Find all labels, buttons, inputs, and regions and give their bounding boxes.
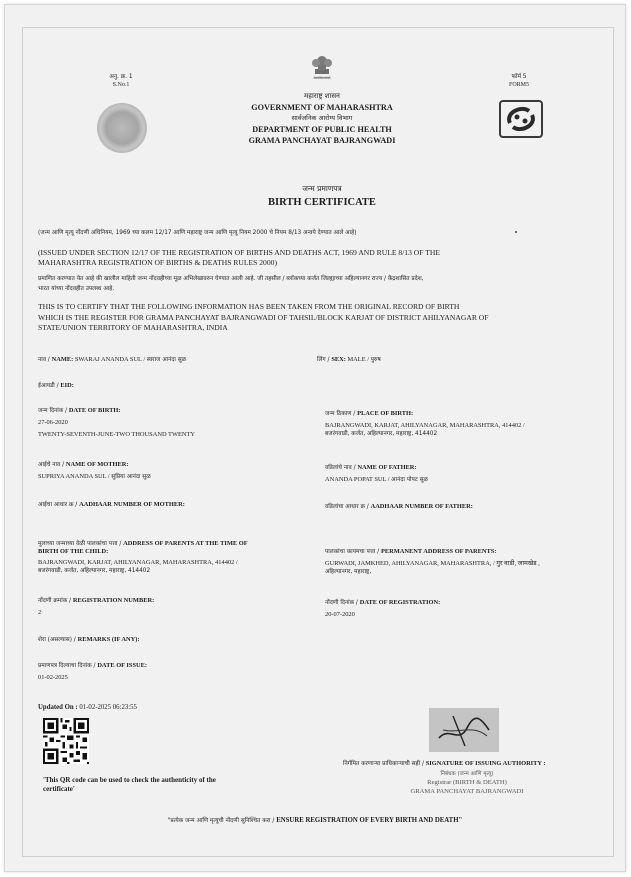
child-sex: लिंग / SEX: MALE / पुरुष — [317, 356, 381, 363]
emblem-caption: सत्यमेव जयते — [313, 76, 331, 80]
permanent-address: पालकांचा कायमचा पत्ता / PERMANENT ADDRESS OF PARENTS: GURWADI, JAMKHED, AHILYANAGAR, MAHARASHTRA, / गुर वाडी, जामखेड , अहिल्यानगर, महाराष्ट्र, — [325, 548, 540, 576]
signature-label: निर्गमित करणाऱ्या प्राधिकाऱ्याची सही / SIGNATURE OF ISSUING AUTHORITY : — [343, 760, 546, 767]
preamble-issued-mr: (जन्म आणि मृत्यू नोंदणी अधिनियम, 1969 च्या कलम 12/17 आणि महाराष्ट्र जन्म आणि मृत्यू नियम 2000 चे नियम 8/13 अन्वये देण्यात आले आहे) — [38, 230, 357, 236]
certificate-paper — [4, 4, 626, 872]
remarks: शेरा (असल्यास) / REMARKS (IF ANY): — [38, 636, 140, 643]
date-of-birth: जन्म दिनांक / DATE OF BIRTH: 27-06-2020 TWENTY-SEVENTH-JUNE-TWO THOUSAND TWENTY — [38, 407, 196, 439]
date-of-issue: प्रमाणपत्र दिल्याचा दिनांक / DATE OF ISSUE: 01-02-2025 — [38, 662, 148, 681]
panchayat-name: GRAMA PANCHAYAT BAJRANGWADI — [248, 136, 396, 145]
qr-code-icon[interactable] — [43, 718, 89, 764]
place-of-birth: जन्म ठिकाण / PLACE OF BIRTH: BAJRANGWADI, KARJAT, AHILYANAGAR, MAHARASHTRA, 414402 / बजरंगवाडी, कर्जत, अहिल्यानगर, महाराष्ट्र, 414402 — [325, 410, 525, 438]
registrar-block: निबंधक (जन्म आणि मृत्यू) Registrar (BIRTH & DEATH) GRAMA PANCHAYAT BAJRANGWADI — [410, 771, 524, 795]
preamble-certify-mr: प्रमाणित करण्यात येत आहे की खालील माहिती जन्म नोंदवहीच्या मूळ अभिलेखावरुन घेण्यात आली आहे. जी तहसील / ब्लॉकच्या कर्जत जिल्ह्याच्या अहिल्यानगर राज्य / केंद्रशासित प्रदेश, भारत यांच्या नोंदवहीत उपलब्ध आहे. — [38, 276, 424, 292]
dept-name: DEPARTMENT OF PUBLIC HEALTH — [252, 125, 392, 134]
slogan: "प्रत्येक जन्म आणि मृत्यूची नोंदणी सुनिश्चित करा / ENSURE REGISTRATION OF EVERY BIRTH AND DEATH" — [167, 817, 463, 824]
form-number: फॉर्म 5 FORM5 — [508, 74, 529, 89]
child-name: नाव / NAME: SWARAJ ANANDA SUL / स्वराज आनंदा सुळ — [38, 356, 187, 363]
registration-number: नोंदणी क्रमांक / REGISTRATION NUMBER: 2 — [38, 597, 155, 616]
qr-note: 'This QR code can be used to check the authenticity of the certificate' — [43, 776, 216, 793]
preamble-certify-en: THIS IS TO CERTIFY THAT THE FOLLOWING INFORMATION HAS BEEN TAKEN FROM THE ORIGINAL RECORD OF BIRTH WHICH IS THE REGISTER FOR GRAMA PANCHAYAT BAJRANGWADI OF TAHSIL/BLOCK KARJAT OF DISTRICT AHILYANAGAR OF STATE/UNION TERRITORY OF MAHARASHTRA, INDIA — [38, 302, 489, 332]
aadhaar-mother: आईचा आधार क्र / AADHAAR NUMBER OF MOTHER: — [38, 501, 185, 508]
dot-mark — [515, 231, 517, 233]
serial-number: अनु. क्र. 1 S.No.1 — [109, 74, 133, 89]
address-at-birth: मुलाच्या जन्माच्या वेळी पालकांचा पत्ता / ADDRESS OF PARENTS AT THE TIME OF BIRTH OF THE CHILD: BAJRANGWADI, KARJAT, AHILYANAGAR, MAHARASHTRA, 414402 / बजरंगवाडी, कर्जत, अहिल्यानगर, महाराष्ट्र, 414402 — [38, 540, 248, 575]
aadhaar-father: वडिलांचा आधार क्र / AADHAAR NUMBER OF FATHER: — [325, 503, 473, 510]
title-marathi: जन्म प्रमाणपत्र — [302, 184, 342, 193]
eid-label: ईआयडी / EID: — [38, 382, 74, 389]
health-logo-icon — [497, 99, 545, 139]
header-block: महाराष्ट्र शासन GOVERNMENT OF MAHARASHTRA सार्वजनिक आरोग्य विभाग DEPARTMENT OF PUBLIC HEALTH GRAMA PANCHAYAT BAJRANGWADI — [205, 91, 439, 146]
signature-stamp-icon — [429, 708, 499, 752]
father-name: वडिलांचे नाव / NAME OF FATHER: ANANDA POPAT SUL / आनंदा पोपट सुळ — [325, 464, 428, 483]
certificate-border — [22, 27, 614, 857]
govt-name: GOVERNMENT OF MAHARASHTRA — [251, 103, 393, 112]
page-title: BIRTH CERTIFICATE — [268, 197, 376, 208]
updated-on: Updated On : 01-02-2025 06:23:55 — [38, 704, 137, 711]
state-seal-icon — [97, 103, 147, 153]
preamble-issued-en: (ISSUED UNDER SECTION 12/17 OF THE REGISTRATION OF BIRTHS AND DEATHS ACT, 1969 AND RULE 8/13 OF THE MAHARASHTRA REGISTRATION OF BIRTHS & DEATHS RULES 2000) — [38, 248, 441, 267]
registration-date: नोंदणी दिनांक / DATE OF REGISTRATION: 20-07-2020 — [325, 599, 441, 618]
mother-name: आईचे नाव / NAME OF MOTHER: SUPRIYA ANANDA SUL / सुप्रिया आनंदा सुळ — [38, 461, 151, 480]
